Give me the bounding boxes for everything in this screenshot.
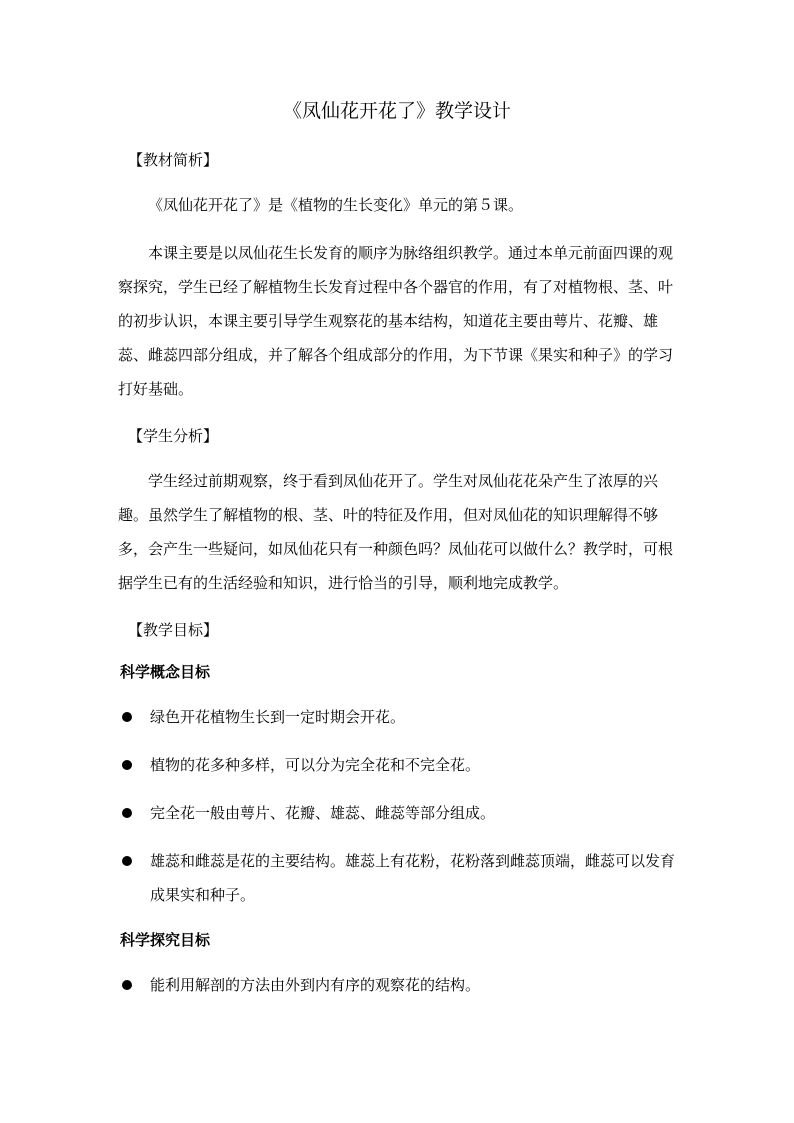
inquiry-goals-list: [118, 968, 680, 1002]
list-item: [88, 796, 680, 830]
list-item-text: 完全花一般由萼片、花瓣、雄蕊、雌蕊等部分组成。: [150, 804, 496, 822]
list-item-text: 绿色开花植物生长到一定时期会开花。: [150, 708, 406, 726]
concept-goals-list: [118, 700, 680, 912]
document-title: 《凤仙花开花了》教学设计: [282, 100, 511, 122]
list-item: [88, 748, 680, 782]
list-item: [88, 844, 680, 912]
section-heading-materials: 【教材简析】: [128, 151, 219, 169]
paragraph-materials-intro: 《凤仙花开花了》是《植物的生长变化》单元的第５课。: [148, 196, 524, 214]
list-item: [88, 700, 680, 734]
bullet-icon: [122, 760, 132, 770]
paragraph-materials-body: 本课主要是以凤仙花生长发育的顺序为脉络组织教学。通过本单元前面四课的观察探究，学生已经了解植物生长发育过程中各个器官的作用，有了对植物根、茎、叶的初步认识，本课主要引导学生观察花的基本结构，知道花主要由萼片、花瓣、雄蕊、雌蕊四部分组成，并了解各个组成部分的作用，为下节课《果实和种子》的学习打好基础。: [118, 244, 674, 398]
bullet-icon: [122, 856, 132, 866]
subheading-inquiry-goals: 科学探究目标: [120, 931, 211, 949]
list-item-text: 植物的花多种多样，可以分为完全花和不完全花。: [150, 756, 481, 774]
list-item-text: 能利用解剖的方法由外到内有序的观察花的结构。: [150, 976, 481, 994]
bullet-icon: [122, 712, 132, 722]
bullet-icon: [122, 808, 132, 818]
list-item: [88, 968, 680, 1002]
list-item-text: 雄蕊和雌蕊是花的主要结构。雄蕊上有花粉，花粉落到雌蕊顶端，雌蕊可以发育成果实和种子。: [150, 852, 676, 904]
paragraph-students: 学生经过前期观察，终于看到凤仙花开了。学生对凤仙花花朵产生了浓厚的兴趣。虽然学生了解植物的根、茎、叶的特征及作用，但对凤仙花的知识理解得不够多，会产生一些疑问，如凤仙花只有一种颜色吗？凤仙花可以做什么？教学时，可根据学生已有的生活经验和知识，进行恰当的引导，顺利地完成教学。: [118, 472, 674, 592]
subheading-concept-goals: 科学概念目标: [120, 663, 211, 681]
bullet-icon: [122, 980, 132, 990]
section-heading-goals: 【教学目标】: [128, 621, 219, 639]
document-body: [118, 146, 680, 1002]
section-heading-students: 【学生分析】: [128, 427, 219, 445]
